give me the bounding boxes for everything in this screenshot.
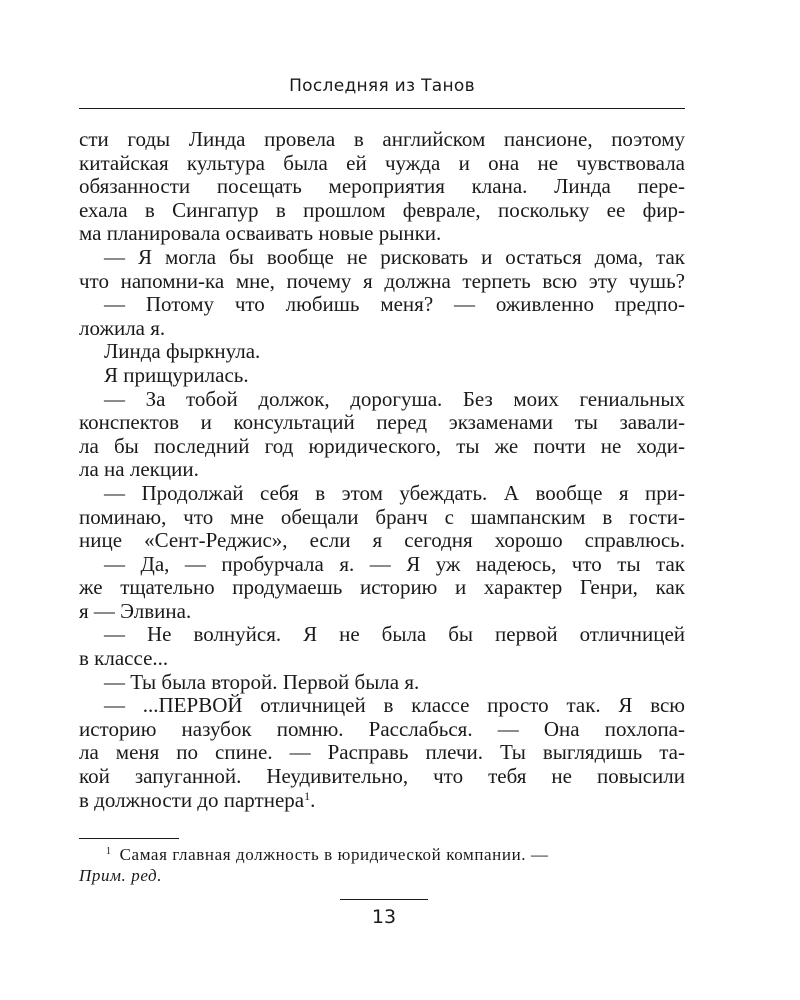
text-line: поминаю, что мне обещали бранч с шампанским в гости-: [79, 504, 685, 529]
text-line: что напомни-ка мне, почему я должна терпеть всю эту чушь?: [79, 268, 685, 293]
footnote-text: Самая главная должность в юридической компании. —: [119, 845, 549, 864]
footnote-marker: 1: [106, 846, 112, 857]
text-line: сти годы Линда провела в английском пансионе, поэтому: [79, 127, 685, 151]
footnote-reference[interactable]: 1: [304, 788, 311, 803]
text-line: — За тобой должок, дорогуша. Без моих гениальных: [104, 386, 685, 411]
text-line: я — Элвина.: [79, 598, 192, 623]
text-line-content: в должности до партнера: [79, 787, 305, 812]
text-line: кой запуганной. Неудивительно, что тебя не повысили: [79, 764, 685, 789]
text-line: обязанности посещать мероприятия клана. Линда пере-: [79, 174, 685, 199]
footnote-editor-note: Прим. ред.: [79, 866, 163, 885]
header-rule: [79, 108, 685, 109]
text-line: конспектов и консультаций перед экзаменами ты завали-: [79, 410, 685, 435]
text-line: ла бы последний год юридического, ты же почти не ходи-: [79, 433, 685, 458]
footnote-rule: [79, 838, 179, 839]
text-line: — ...ПЕРВОЙ отличницей в классе просто так. Я всю: [104, 693, 685, 718]
page-number-rule: [340, 899, 428, 900]
text-line-last: в должности до партнера$^1$.: [79, 787, 316, 812]
page-number: 13: [371, 906, 397, 928]
text-line: в классе...: [79, 646, 169, 671]
text-line: ехала в Сингапур в прошлом феврале, поскольку ее фир-: [79, 197, 685, 222]
text-line: историю назубок помню. Расслабься. — Она похлопа-: [79, 716, 685, 741]
text-line: Линда фыркнула.: [104, 339, 261, 364]
text-line: Я прищурилась.: [104, 362, 249, 387]
text-line: же тщательно продумаешь историю и характер Генри, как: [79, 575, 685, 600]
text-line: китайская культура была ей чужда и она не чувствовала: [79, 150, 685, 175]
body-text: [79, 128, 685, 812]
footnote: [79, 844, 685, 886]
text-line: — Ты была второй. Первой была я.: [104, 669, 420, 694]
text-line: ложила я.: [79, 315, 166, 340]
text-line: — Потому что любишь меня? — оживленно предпо-: [104, 292, 685, 317]
text-line: — Продолжай себя в этом убеждать. А вообще я при-: [104, 480, 685, 505]
text-line: ма планировала осваивать новые рынки.: [79, 221, 442, 246]
running-title: Последняя из Танов: [289, 76, 475, 96]
footnote-line: [79, 844, 685, 865]
text-line: ла на лекции.: [79, 457, 199, 482]
text-line: ла меня по спине. — Расправь плечи. Ты выглядишь та-: [79, 740, 685, 765]
text-line: — Я могла бы вообще не рисковать и остаться дома, так: [104, 244, 685, 269]
text-line: — Да, — пробурчала я. — Я уж надеюсь, что ты так: [104, 551, 685, 576]
text-line: — Не волнуйся. Я не была бы первой отличницей: [104, 622, 685, 647]
text-line: нице «Сент-Реджис», если я сегодня хорошо справлюсь.: [79, 528, 685, 553]
